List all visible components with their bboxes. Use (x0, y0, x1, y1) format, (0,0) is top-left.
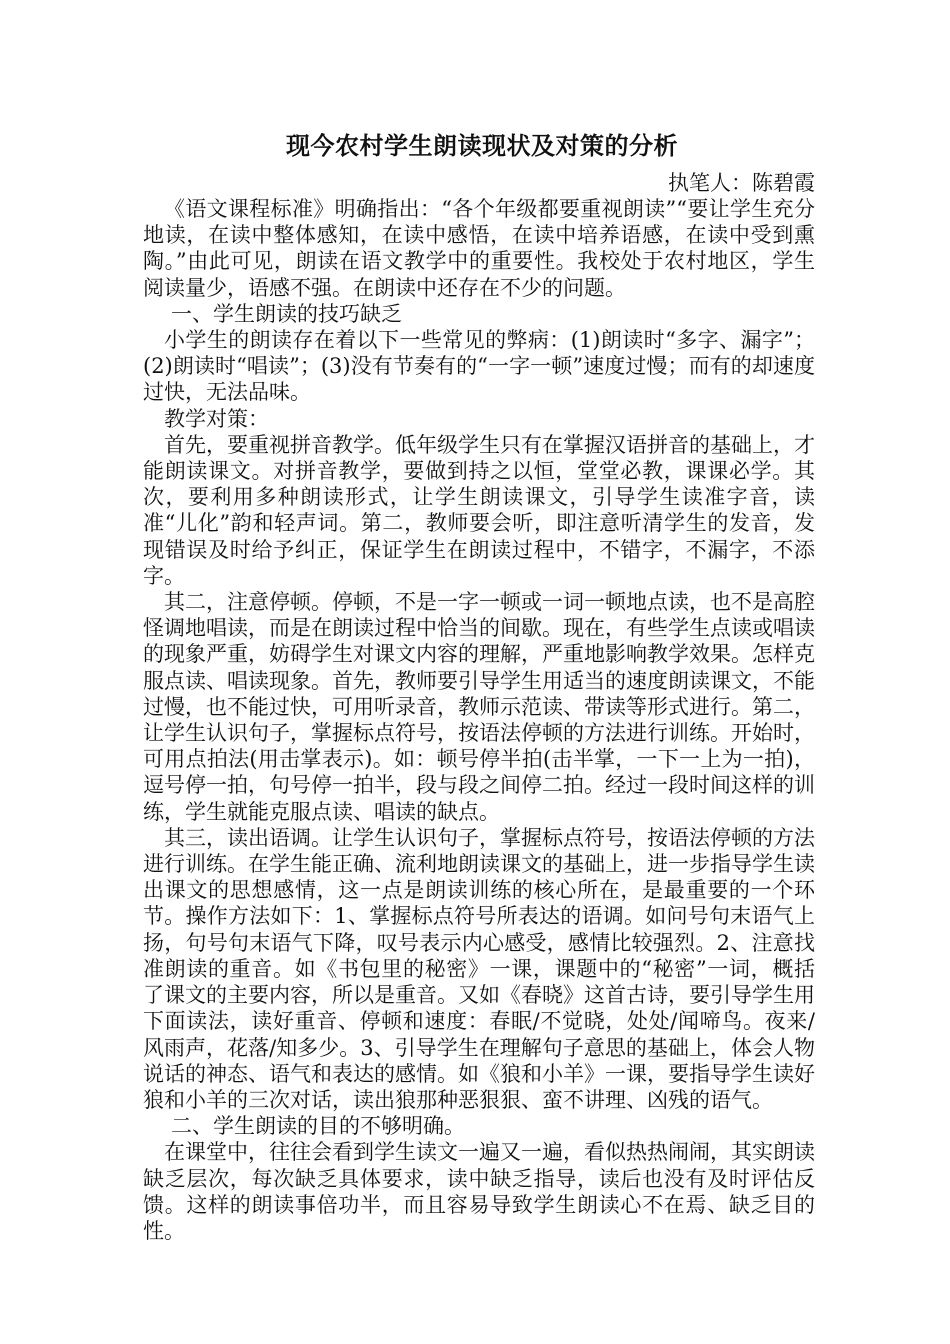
document-body (143, 130, 815, 1244)
section-heading-1: 一、学生朗读的技巧缺乏 (171, 301, 402, 326)
problems-paragraph: 小学生的朗读存在着以下一些常见的弊病：(1)朗读时“多字、漏字”；(2)朗读时“唱读”；(3)没有节奏有的“一字一顿”速度过慢；而有的却速度过快，无法品味。 (143, 328, 815, 405)
author-line: 执笔人：陈碧霞 (668, 171, 815, 195)
pinyin-paragraph: 首先，要重视拼音教学。低年级学生只有在掌握汉语拼音的基础上，才能朗读课文。对拼音教学，要做到持之以恒，堂堂必教，课课必学。其次，要利用多种朗读形式，让学生朗读课文，引导学生读准字音，读准“儿化”韵和轻声词。第二，教师要会听，即注意听清学生的发音，发现错误及时给予纠正，保证学生在朗读过程中，不错字，不漏字，不添字。 (143, 432, 815, 588)
pause-paragraph: 其二，注意停顿。停顿，不是一字一顿或一词一顿地点读，也不是高腔怪调地唱读，而是在朗读过程中恰当的间歇。现在，有些学生点读或唱读的现象严重，妨碍学生对课文内容的理解，严重地影响教学效果。怎样克服点读、唱读现象。首先，教师要引导学生用适当的速度朗读课文，不能过慢，也不能过快，可用听录音，教师示范读、带读等形式进行。第二，让学生认识句子，掌握标点符号，按语法停顿的方法进行训练。开始时，可用点拍法(用击掌表示)。如：顿号停半拍(击半掌，一下一上为一拍)，逗号停一拍，句号停一拍半，段与段之间停二拍。经过一段时间这样的训练，学生就能克服点读、唱读的缺点。 (143, 590, 815, 824)
strategy-label: 教学对策： (164, 406, 269, 431)
document-title: 现今农村学生朗读现状及对策的分析 (286, 132, 678, 160)
intonation-paragraph: 其三，读出语调。让学生认识句子，掌握标点符号，按语法停顿的方法进行训练。在学生能正确、流利地朗读课文的基础上，进一步指导学生读出课文的思想感情，这一点是朗读训练的核心所在，是最重要的一个环节。操作方法如下：1、掌握标点符号所表达的语调。如问号句末语气上扬，句号句末语气下降，叹号表示内心感受，感情比较强烈。2、注意找准朗读的重音。如《书包里的秘密》一课，课题中的“秘密”一词，概括了课文的主要内容，所以是重音。又如《春晓》这首古诗，要引导学生用下面读法，读好重音、停顿和速度：春眠/不觉晓，处处/闻啼鸟。夜来/风雨声，花落/知多少。3、引导学生在理解句子意思的基础上，体会人物说话的神态、语气和表达的感情。如《狼和小羊》一课，要指导学生读好狼和小羊的三次对话，读出狼那种恶狠狠、蛮不讲理、凶残的语气。 (143, 825, 815, 1112)
section-heading-2: 二、学生朗读的目的不够明确。 (171, 1114, 465, 1139)
intro-paragraph: 《语文课程标准》明确指出：“各个年级都要重视朗读”“要让学生充分地读，在读中整体感知，在读中感悟，在读中培养语感，在读中受到熏陶。”由此可见，朗读在语文教学中的重要性。我校处于农村地区，学生阅读量少，语感不强。在朗读中还存在不少的问题。 (143, 197, 815, 300)
purpose-paragraph: 在课堂中，往往会看到学生读文一遍又一遍，看似热热闹闹，其实朗读缺乏层次，每次缺乏具体要求，读中缺乏指导，读后也没有及时评估反馈。这样的朗读事倍功半，而且容易导致学生朗读心不在焉、缺乏目的性。 (143, 1140, 815, 1243)
